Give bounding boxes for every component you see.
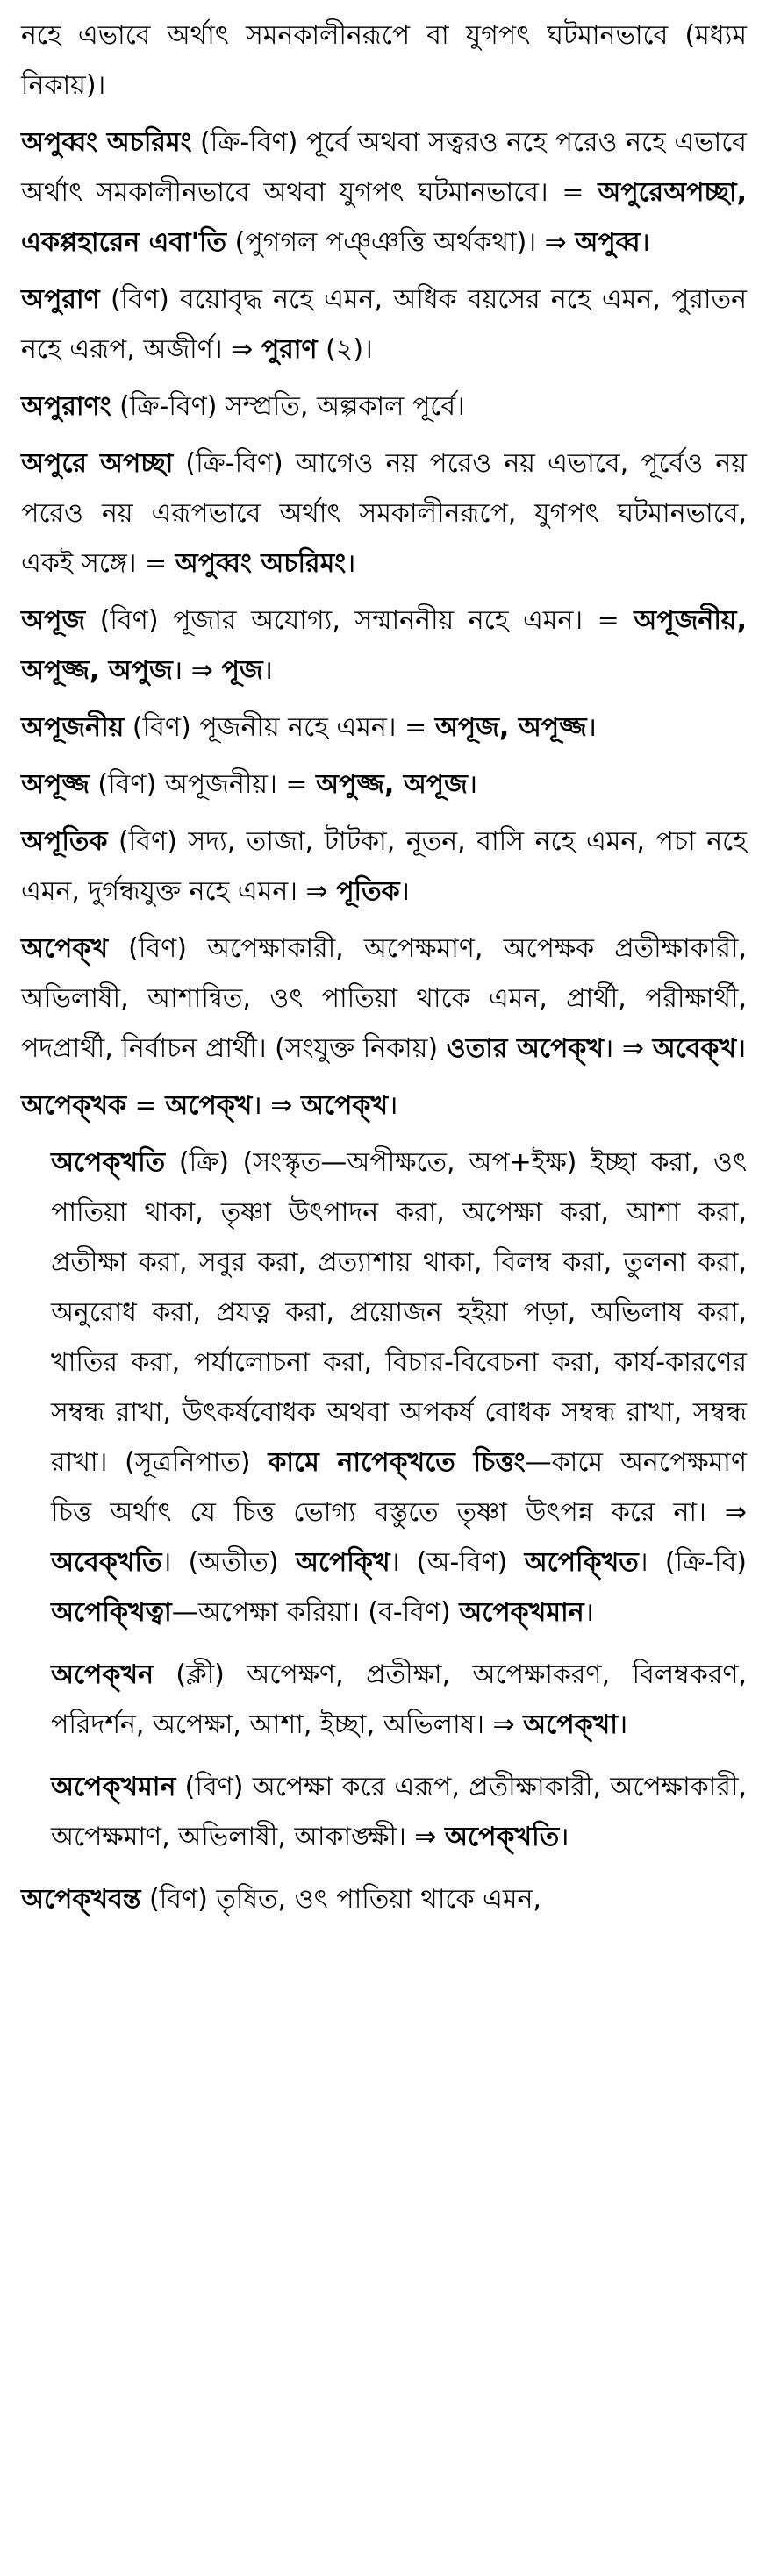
dictionary-entry [21, 596, 747, 696]
entry-headword: অপুরাণং [21, 391, 111, 422]
cross-reference: ওতার অপেক্খ [446, 1033, 604, 1064]
cross-reference: অপুরেঅপচ্ছা, একপ্পহারেন এবা'তি [21, 177, 747, 258]
cross-reference: পূজ [221, 655, 263, 686]
entry-definition: । (অতীত) [161, 1547, 296, 1578]
cross-reference: পূতিক [336, 876, 400, 907]
entry-definition: (বিণ) অপেক্ষা করে এরূপ, প্রতীক্ষাকারী, অপেক্ষাকারী, অপেক্ষমাণ, অভিলাষী, আকাঙ্ক্ষী। ⇒ [51, 1772, 747, 1852]
entry-definition: । ⇒ [172, 655, 222, 686]
entry-definition: (ক্রি-বিণ) পূর্বে অথবা সত্বরও নহে পরেও নহে এভাবে অর্থাৎ সমকালীনভাবে অথবা যুগপৎ ঘটমানভাবে। = [21, 127, 747, 208]
entry-definition: । (অ-বিণ) [390, 1547, 525, 1578]
entry-definition: । [586, 712, 597, 743]
dictionary-entry [21, 703, 747, 753]
entry-definition: (বিণ) তৃষিত, ওৎ পাতিয়া থাকে এমন, [140, 1884, 541, 1915]
cross-reference: অপেক্খতি [445, 1822, 560, 1852]
entry-definition: । ⇒ [252, 1090, 301, 1121]
dictionary-entry [21, 382, 747, 432]
entry-definition: (বিণ) সদ্য, তাজা, টাটকা, নূতন, বাসি নহে এমন, পচা নহে এমন, দুর্গন্ধযুক্ত নহে এমন। ⇒ [21, 826, 747, 907]
entry-definition: (ক্রি) (সংস্কৃত—অপীক্ষতে, অপ+ইক্ষ) ইচ্ছা করা, ওৎ পাতিয়া থাকা, তৃষ্ণা উৎপাদন করা, অপেক্ষা করা, আশা করা, প্রতীক্ষা করা, সবুর করা, প্রত্যাশায় থাকা, বিলম্ব করা, তুলনা করা, অনুরোধ করা, প্রযত্ন করা, প্রয়োজন হইয়া পড়া, অভিলাষ করা, খাতির করা, পর্যালোচনা করা, বিচার-বিবেচনা করা, কার্য-কারণের সম্বন্ধ রাখা, উৎকর্ষবোধক অথবা অপকর্ষ বোধক সম্বন্ধ রাখা, সম্বন্ধ রাখা। (সূত্রনিপাত) [51, 1147, 747, 1478]
entry-definition: । [640, 227, 650, 258]
entry-definition: (বিণ) পূজনীয় নহে এমন। = [124, 712, 435, 743]
entry-definition: নহে এভাবে অর্থাৎ সমনকালীনরূপে বা যুগপৎ ঘটমানভাবে (মধ্যম নিকায়)। [21, 20, 747, 101]
entry-definition: । [617, 1709, 628, 1740]
cross-reference: অপূজ, অপূজ্জ [434, 712, 587, 743]
entry-headword: অপুরে অপচ্ছা [21, 448, 174, 479]
cross-reference: অপুজ্জ, অপূজ [316, 769, 468, 800]
entry-definition: = [126, 1090, 166, 1121]
cross-reference: অপেক্খ [300, 1090, 389, 1121]
dictionary-entry [21, 439, 747, 589]
entry-definition: (বিণ) বয়োবৃদ্ধ নহে এমন, অধিক বয়সের নহে এমন, পুরাতন নহে এরূপ, অজীর্ণ। ⇒ [21, 284, 747, 365]
entry-definition: । [346, 548, 356, 579]
dictionary-entry [21, 760, 747, 810]
entry-definition: । [399, 876, 411, 907]
cross-reference: অপেক্খি [295, 1547, 390, 1578]
entry-definition: (বিণ) অপেক্ষাকারী, অপেক্ষমাণ, অপেক্ষক প্রতীক্ষাকারী, অভিলাষী, আশান্বিত, ওৎ পাতিয়া থাকে এমন, প্রার্থী, পরীক্ষার্থী, পদপ্রার্থী, নির্বাচন প্রার্থী। (সংযুক্ত নিকায়) [21, 933, 747, 1064]
cross-reference: পুরাণ [261, 334, 318, 365]
dictionary-entry [21, 1874, 747, 1924]
cross-reference: অপুব্ব [575, 227, 641, 258]
cross-reference: অপেক্খিত [524, 1547, 639, 1578]
dictionary-entry [21, 817, 747, 917]
entry-definition: —কামে অনপেক্ষমাণ চিত্ত অর্থাৎ যে চিত্ত ভোগ্য বস্তুতে তৃষ্ণা উৎপন্ন করে না। ⇒ [51, 1447, 748, 1528]
dictionary-entry [21, 1762, 747, 1862]
cross-reference: অপুব্বং অচরিমং [175, 548, 347, 579]
dictionary-entry [21, 1138, 747, 1638]
entry-definition: (২)। [317, 334, 373, 365]
dictionary-entry [21, 1650, 747, 1750]
entry-headword: অপেক্খতি [51, 1147, 166, 1178]
cross-reference: অপেক্খ [165, 1090, 253, 1121]
entry-headword: অপুব্বং অচরিমং [21, 127, 192, 158]
entry-definition: । ⇒ [604, 1033, 653, 1064]
entry-definition: । [262, 655, 274, 686]
entry-headword: অপেক্খন [51, 1659, 154, 1690]
cross-reference: অবেক্খতি [51, 1547, 162, 1578]
entry-definition: (ক্রি-বিণ) সম্প্রতি, অল্পকাল পূর্বে। [111, 391, 465, 422]
entry-definition: । [559, 1822, 569, 1852]
entry-headword: অপেক্খবন্ত [21, 1884, 141, 1915]
cross-reference: অপেক্খা [523, 1709, 618, 1740]
entry-definition: । (ক্রি-বি) [638, 1547, 748, 1578]
entry-headword: অপেক্খ [21, 933, 109, 964]
entry-list [21, 11, 747, 1924]
dictionary-entry [21, 11, 747, 111]
entry-headword: অপূতিক [21, 826, 108, 857]
entry-definition: । [388, 1090, 398, 1121]
entry-definition: (বিণ) অপূজনীয়। = [89, 769, 317, 800]
entry-definition: । [467, 769, 478, 800]
cross-reference: কামে নাপেক্খতে চিত্তং [268, 1447, 526, 1478]
dictionary-entry [21, 924, 747, 1074]
entry-headword: অপেক্খক [21, 1090, 127, 1121]
cross-reference: অবেক্খ [652, 1033, 737, 1064]
cross-reference: অপেক্খিত্বা [51, 1597, 172, 1628]
entry-headword: অপূজ [21, 605, 86, 636]
entry-definition: (ক্রি-বিণ) আগেও নয় পরেও নয় এভাবে, পূর্বেও নয় পরেও নয় এরূপভাবে অর্থাৎ সমকালীনরূপে, যুগপৎ ঘটমানভাবে, একই সঙ্গে। = [21, 448, 748, 579]
cross-reference: অপেক্খমান [459, 1597, 584, 1628]
entry-headword: অপেক্খমান [51, 1772, 176, 1802]
cross-reference: অপূজনীয়, অপূজ্জ, অপুজ [21, 605, 747, 686]
entry-definition: । [736, 1033, 747, 1064]
dictionary-entry [21, 1081, 747, 1131]
entry-definition: (ক্লী) অপেক্ষণ, প্রতীক্ষা, অপেক্ষাকরণ, বিলম্বকরণ, পরিদর্শন, অপেক্ষা, আশা, ইচ্ছা, অভিলাষ। ⇒ [51, 1659, 747, 1740]
entry-definition: —অপেক্ষা করিয়া। (ব-বিণ) [171, 1597, 460, 1628]
entry-definition: (পুগগল পঞ্ঞত্তি অর্থকথা)। ⇒ [226, 227, 576, 258]
entry-definition: (বিণ) পূজার অযোগ্য, সম্মাননীয় নহে এমন। = [85, 605, 634, 636]
entry-headword: অপূজনীয় [21, 712, 125, 743]
dictionary-entry [21, 275, 747, 375]
entry-headword: অপূজ্জ [21, 769, 90, 800]
entry-headword: অপুরাণ [21, 284, 100, 315]
dictionary-entry [21, 118, 747, 268]
entry-definition: । [584, 1597, 594, 1628]
